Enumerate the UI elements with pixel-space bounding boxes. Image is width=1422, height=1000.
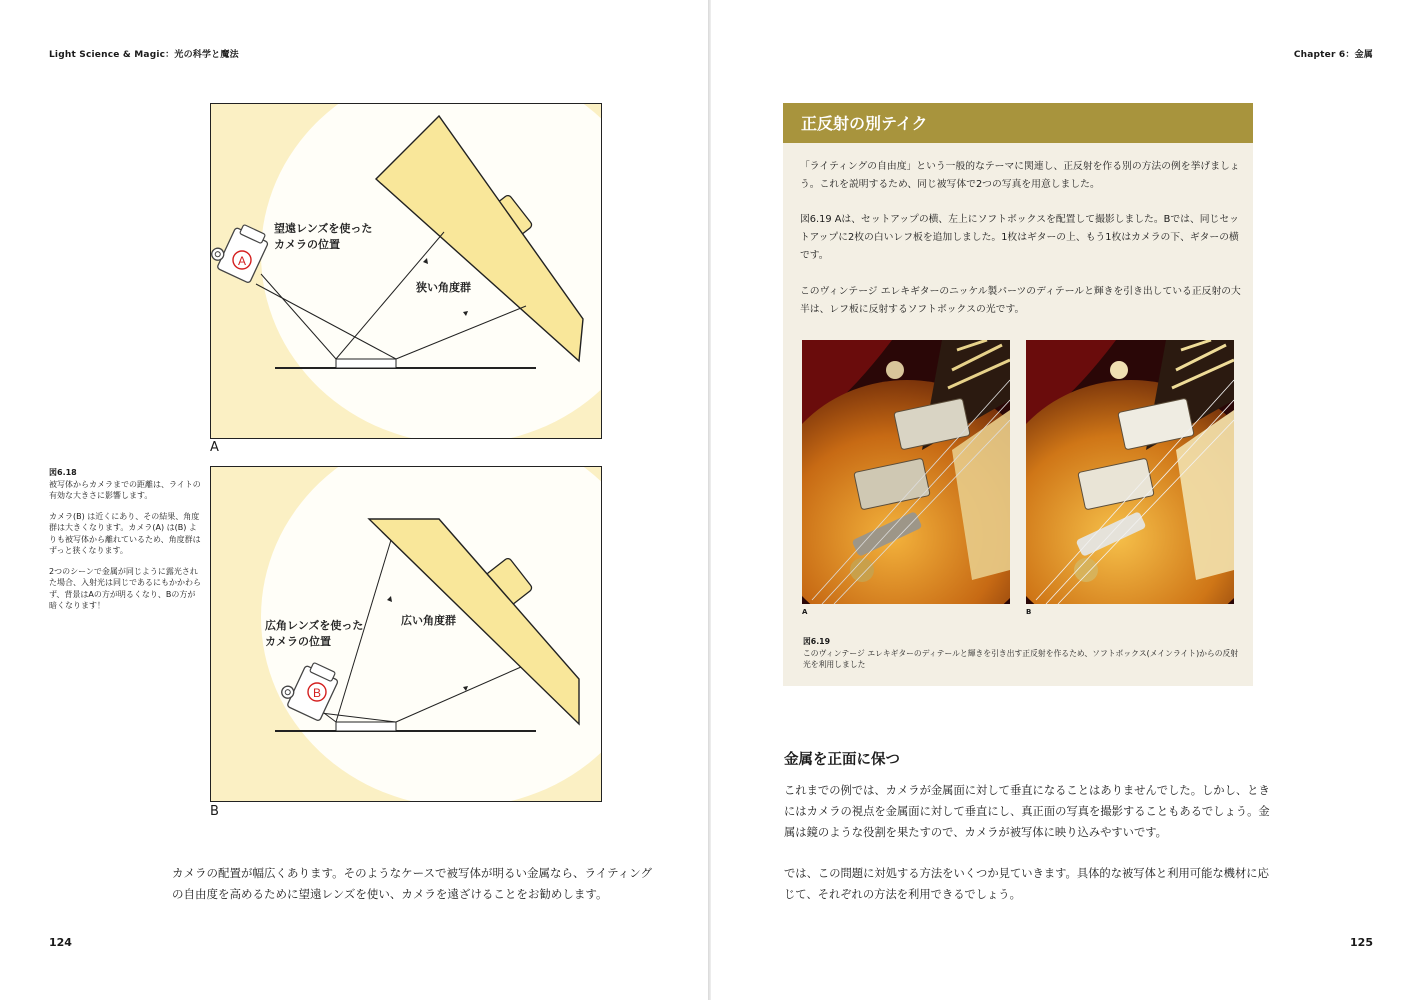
figure-6-18-caption	[49, 467, 201, 621]
guitar-photo-b-svg	[1026, 340, 1234, 604]
guitar-photo-a-svg	[802, 340, 1010, 604]
angle-label-a: 狭い角度群	[416, 281, 471, 294]
sidebar-paragraph: 図6.19 Aは、セットアップの横、左上にソフトボックスを配置して撮影しました。Bでは、同じセットアップに2枚の白いレフ板を追加しました。1枚はギターの上、もう1枚はカメラの下、ギターの横です。	[800, 214, 1239, 261]
caption-paragraph: 被写体からカメラまでの距離は、ライトの有効な大きさに影響します。	[49, 479, 201, 500]
right-page	[711, 0, 1422, 1000]
page-number-left: 124	[49, 936, 72, 949]
figure-a-diagram	[210, 103, 602, 439]
photo-a-tag: A	[802, 608, 808, 616]
metal-subject	[336, 359, 396, 368]
metal-subject	[336, 722, 396, 731]
guitar-photo-b	[1026, 340, 1234, 604]
body-paragraph: では、この問題に対処する方法をいくつか見ていきます。具体的な被写体と利用可能な機材に応じて、それぞれの方法を利用できるでしょう。	[784, 867, 1269, 901]
figure-b-svg	[211, 467, 601, 801]
guitar-photo-a	[802, 340, 1010, 604]
caption-paragraph: カメラ(B) は近くにあり、その結果、角度群は大きくなります。カメラ(A) は(B) よりも被写体から離れているため、角度群はずっと狭くなります。	[49, 511, 201, 555]
section-title: 金属を正面に保つ	[784, 752, 900, 768]
camera-label-a-line1: 望遠レンズを使った	[274, 222, 373, 235]
running-head-left: Light Science & Magic：光の科学と魔法	[49, 50, 239, 60]
caption-text: このヴィンテージ エレキギターのディテールと輝きを引き出す正反射を作るため、ソフトボックス(メインライト)からの反射光を利用しました	[803, 648, 1239, 669]
photo-b-tag: B	[1026, 608, 1032, 616]
angle-label-b: 広い角度群	[401, 614, 456, 627]
camera-label-b-line2: カメラの位置	[265, 635, 331, 648]
page-number-right: 125	[1350, 936, 1373, 949]
caption-number: 図6.19	[803, 637, 831, 646]
camera-marker-b: B	[312, 686, 322, 700]
sidebar-paragraph: このヴィンテージ エレキギターのニッケル製パーツのディテールと輝きを引き出している正反射の大半は、レフ板に反射するソフトボックスの光です。	[800, 286, 1241, 315]
caption-paragraph: 2つのシーンで金属が同じように露光された場合、入射光は同じであるにもかかわらず、背景はAの方が明るくなり、Bの方が暗くなります！	[49, 566, 201, 610]
figure-b-tag: B	[210, 804, 219, 819]
figure-b-diagram	[210, 466, 602, 802]
sidebar-box	[783, 103, 1253, 686]
running-head-right: Chapter 6：金属	[1293, 50, 1373, 60]
figure-a-svg	[211, 104, 601, 438]
camera-label-a-line2: カメラの位置	[274, 238, 340, 251]
camera-marker-a: A	[237, 254, 247, 268]
caption-number: 図6.18	[49, 468, 77, 477]
body-paragraph: これまでの例では、カメラが金属面に対して垂直になることはありませんでした。しかし、ときにはカメラの視点を金属面に対して垂直にし、真正面の写真を撮影することもあるでしょう。金属は鏡のような役割を果たすので、カメラが被写体に映り込みやすいです。	[784, 784, 1270, 839]
figure-6-19-caption	[803, 636, 1243, 671]
camera-label-b-line1: 広角レンズを使った	[265, 619, 364, 632]
sidebar-title: 正反射の別テイク	[783, 103, 1253, 143]
figure-a-tag: A	[210, 440, 219, 455]
sidebar-paragraph: 「ライティングの自由度」という一般的なテーマに関連し、正反射を作る別の方法の例を挙げましょう。これを説明するため、同じ被写体で2つの写真を用意しました。	[800, 161, 1240, 190]
body-text-left: カメラの配置が幅広くあります。そのようなケースで被写体が明るい金属なら、ライティングの自由度を高めるために望遠レンズを使い、カメラを遠ざけることをお勧めします。	[172, 866, 653, 901]
